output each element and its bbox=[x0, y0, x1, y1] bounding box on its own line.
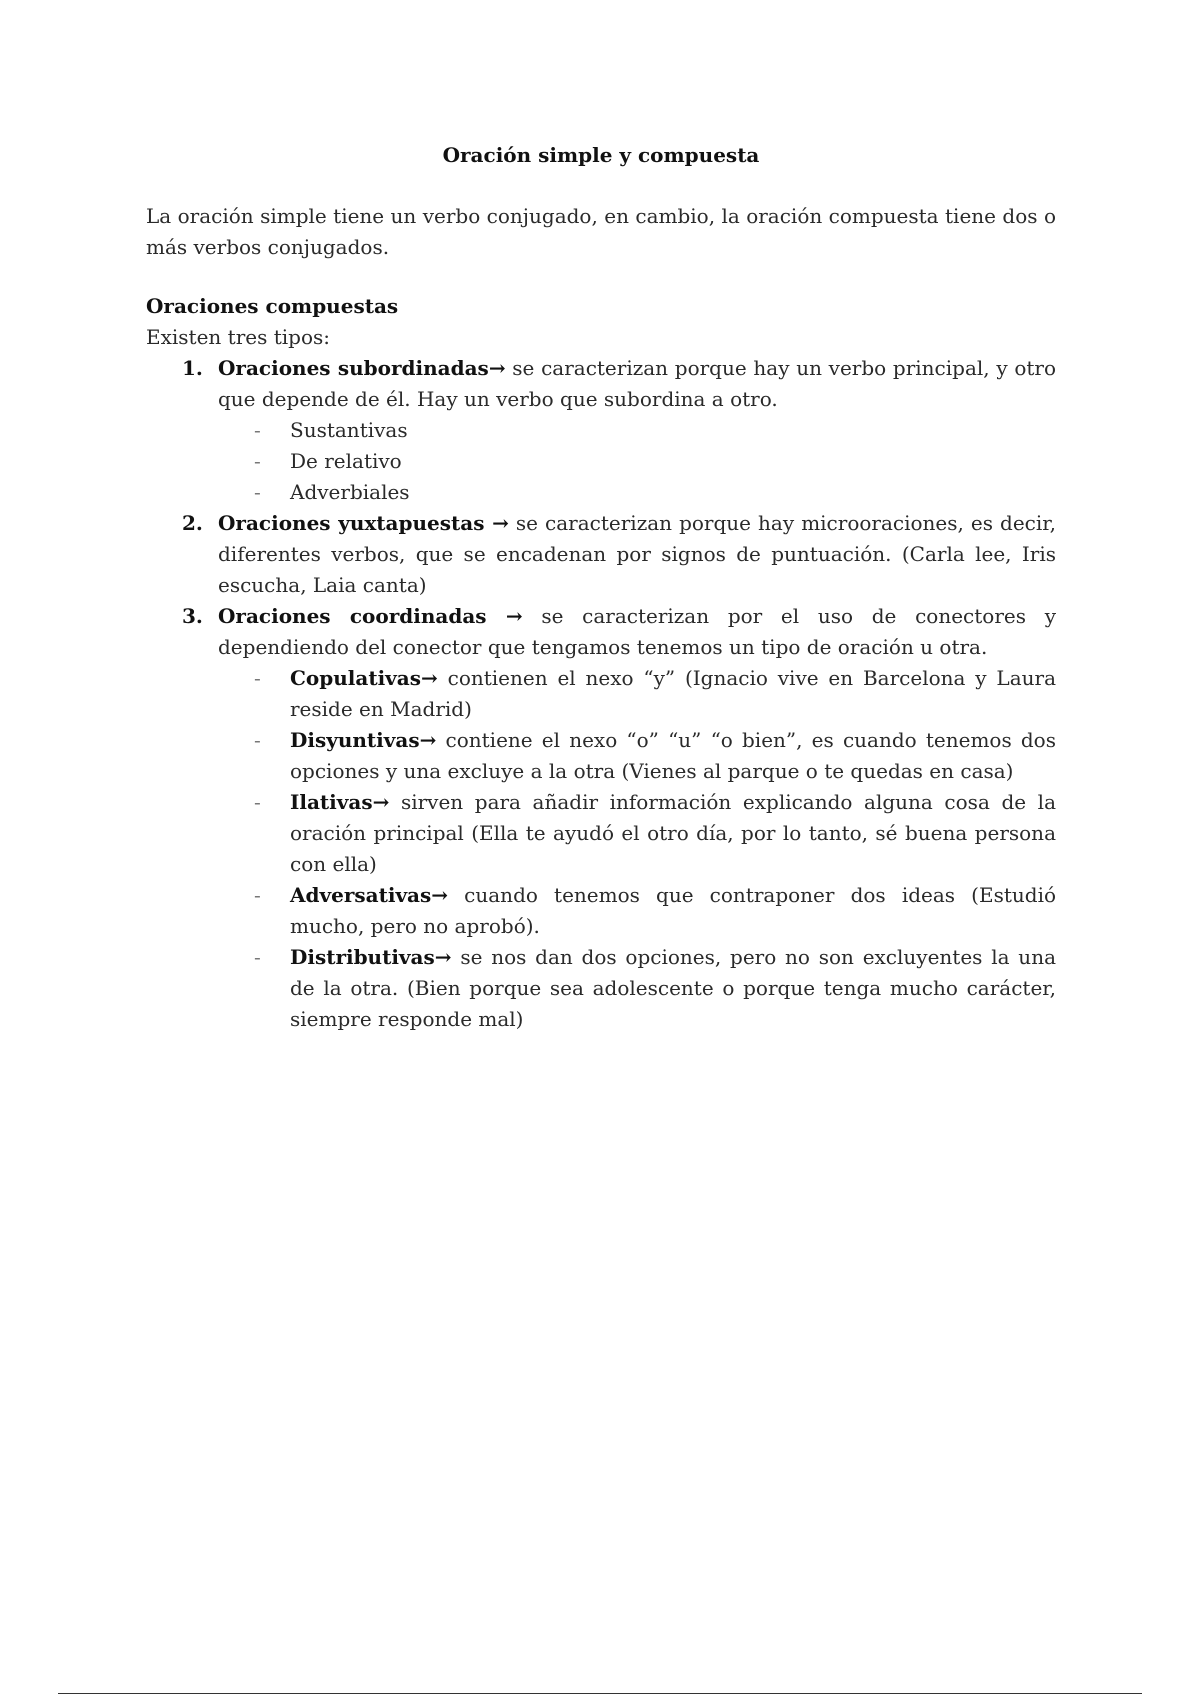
document-body bbox=[146, 140, 1056, 1035]
section-heading: Oraciones compuestas bbox=[146, 294, 399, 318]
sub-item-term: Adversativas→ bbox=[290, 883, 449, 907]
dash-bullet: - bbox=[254, 418, 261, 442]
sub-item bbox=[254, 880, 1056, 942]
sub-item-text: se nos dan dos opciones, pero no son excluyentes la una de la otra. (Bien porque sea adolescente o porque tenga mucho carácter, siempre responde mal) bbox=[290, 945, 1056, 1031]
sub-item bbox=[254, 446, 1056, 477]
list-item-subordinadas bbox=[182, 353, 1056, 508]
list-number: 1. bbox=[182, 356, 203, 380]
sub-item-text: contiene el nexo “o” “u” “o bien”, es cuando tenemos dos opciones y una excluye a la otra (Vienes al parque o te quedas en casa) bbox=[290, 728, 1056, 783]
sub-item-text: cuando tenemos que contraponer dos ideas (Estudió mucho, pero no aprobó). bbox=[290, 883, 1056, 938]
sub-list bbox=[218, 663, 1056, 1035]
dash-bullet: - bbox=[254, 790, 261, 814]
sub-item bbox=[254, 663, 1056, 725]
footer-divider bbox=[58, 1693, 1142, 1694]
list-number: 2. bbox=[182, 511, 203, 535]
intro-paragraph: La oración simple tiene un verbo conjugado, en cambio, la oración compuesta tiene dos o más verbos conjugados. bbox=[146, 204, 1056, 259]
term: Oraciones yuxtapuestas → bbox=[218, 511, 509, 535]
sub-item-term: Copulativas→ bbox=[290, 666, 438, 690]
description: se caracterizan porque hay microoraciones, es decir, diferentes verbos, que se encadenan por signos de puntuación. (Carla lee, Iris escucha, Laia canta) bbox=[218, 511, 1056, 597]
sub-item-term: Ilativas→ bbox=[290, 790, 390, 814]
sub-item bbox=[254, 787, 1056, 880]
description: se caracterizan porque hay un verbo principal, y otro que depende de él. Hay un verbo que subordina a otro. bbox=[218, 356, 1056, 411]
dash-bullet: - bbox=[254, 945, 261, 969]
sub-list bbox=[218, 415, 1056, 508]
sub-item-term: Disyuntivas→ bbox=[290, 728, 437, 752]
term: Oraciones coordinadas → bbox=[218, 604, 523, 628]
sub-item-term: Distributivas→ bbox=[290, 945, 452, 969]
dash-bullet: - bbox=[254, 728, 261, 752]
term: Oraciones subordinadas→ bbox=[218, 356, 506, 380]
sub-item bbox=[254, 477, 1056, 508]
sub-item bbox=[254, 415, 1056, 446]
dash-bullet: - bbox=[254, 480, 261, 504]
dash-bullet: - bbox=[254, 449, 261, 473]
sentence-types-list bbox=[146, 353, 1056, 1035]
dash-bullet: - bbox=[254, 666, 261, 690]
sub-item bbox=[254, 942, 1056, 1035]
list-number: 3. bbox=[182, 604, 203, 628]
dash-bullet: - bbox=[254, 883, 261, 907]
sub-item bbox=[254, 725, 1056, 787]
description: se caracterizan por el uso de conectores y dependiendo del conector que tengamos tenemos un tipo de oración u otra. bbox=[218, 604, 1056, 659]
list-item-coordinadas bbox=[182, 601, 1056, 1035]
sub-item-text: contienen el nexo “y” (Ignacio vive en Barcelona y Laura reside en Madrid) bbox=[290, 666, 1056, 721]
sub-item-text: Sustantivas bbox=[290, 418, 408, 442]
section-lead: Existen tres tipos: bbox=[146, 325, 330, 349]
sub-item-text: sirven para añadir información explicando alguna cosa de la oración principal (Ella te ayudó el otro día, por lo tanto, sé buena persona con ella) bbox=[290, 790, 1056, 876]
sub-item-text: Adverbiales bbox=[290, 480, 410, 504]
list-item-yuxtapuestas bbox=[182, 508, 1056, 601]
sub-item-text: De relativo bbox=[290, 449, 402, 473]
document-title: Oración simple y compuesta bbox=[442, 143, 760, 167]
